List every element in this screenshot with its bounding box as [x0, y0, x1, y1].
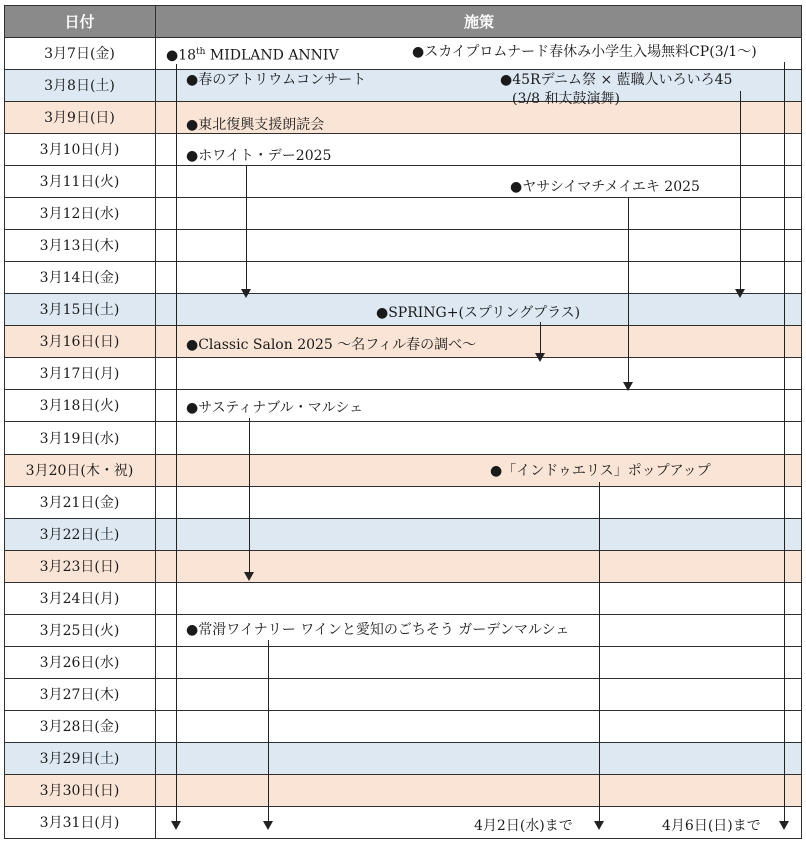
row-divider [4, 37, 802, 38]
date-cell: 3月14日(金) [39, 270, 120, 286]
event-yasashii-machi: ●ヤサシイマチメイエキ 2025 [510, 179, 700, 195]
event-white-day: ●ホワイト・デー2025 [186, 148, 332, 164]
row-divider [4, 389, 802, 390]
event-denim-festival: ●45Rデニム祭 × 藍職人いろいろ45 [500, 72, 733, 88]
row-divider [4, 261, 802, 262]
date-cell: 3月15日(土) [39, 302, 120, 318]
arrow-line-yasashii-machi [628, 197, 629, 383]
date-cell: 3月8日(土) [44, 78, 115, 94]
date-cell: 3月30日(日) [39, 783, 120, 799]
arrow-line-white-day [246, 166, 247, 290]
arrow-line-sky-promenade [784, 62, 785, 821]
date-cell: 3月21日(金) [39, 495, 120, 511]
arrow-line-denim-festival [740, 91, 741, 290]
arrow-head-sky-promenade-icon [779, 821, 789, 830]
event-atrium-concert: ●春のアトリウムコンサート [186, 72, 367, 88]
table-border-top [4, 5, 802, 6]
date-cell: 3月10日(月) [39, 142, 120, 158]
date-cell: 3月27日(木) [39, 687, 120, 703]
row-divider [4, 293, 802, 294]
row-divider [4, 614, 802, 615]
table-border-left [4, 5, 5, 839]
arrow-line-spring-plus [540, 322, 541, 354]
date-cell: 3月12日(水) [39, 206, 120, 222]
date-cell: 3月26日(水) [39, 655, 120, 671]
row-divider [4, 486, 802, 487]
row-divider [4, 742, 802, 743]
event-sustainable-marche: ●サスティナブル・マルシェ [186, 400, 364, 416]
event-indoeris-popup: ●「インドゥエリス」ポップアップ [490, 463, 711, 479]
date-cell: 3月20日(木・祝) [25, 463, 134, 479]
date-cell: 3月31日(月) [39, 815, 120, 831]
arrow-head-sustainable-marche-icon [244, 572, 254, 581]
row-divider [4, 582, 802, 583]
row-divider [4, 774, 802, 775]
date-cell: 3月22日(土) [39, 527, 120, 543]
date-cell: 3月28日(金) [39, 719, 120, 735]
row-divider [4, 518, 802, 519]
date-cell: 3月17日(月) [39, 366, 120, 382]
arrow-head-denim-festival-icon [735, 289, 745, 298]
row-divider [4, 710, 802, 711]
arrow-line-tokoname-winery [268, 640, 269, 821]
row-divider [4, 806, 802, 807]
date-cell: 3月24日(月) [39, 591, 120, 607]
date-cell: 3月25日(火) [39, 623, 120, 639]
row-divider [4, 838, 802, 839]
date-cell: 3月9日(日) [44, 110, 115, 126]
arrow-head-yasashii-machi-icon [623, 382, 633, 391]
row-divider [4, 69, 802, 70]
arrow-head-midland-icon [171, 821, 181, 830]
column-divider [155, 5, 156, 839]
date-cell: 3月19日(水) [39, 430, 120, 447]
event-classic-salon: ●Classic Salon 2025 〜名フィル春の調べ〜 [186, 337, 477, 353]
table-border-right [801, 5, 802, 839]
row-divider [4, 325, 802, 326]
date-cell: 3月29日(土) [39, 751, 120, 767]
date-cell: 3月11日(火) [39, 174, 120, 190]
row-divider [4, 646, 802, 647]
event-sky-promenade: ●スカイプロムナード春休み小学生入場無料CP(3/1〜) [412, 44, 757, 60]
row-divider [4, 454, 802, 455]
note-until-apr2: 4月2日(水)まで [474, 818, 573, 834]
row-divider [4, 229, 802, 230]
arrow-line-indoeris-popup [599, 482, 600, 821]
arrow-line-midland [176, 64, 177, 821]
date-cell: 3月13日(木) [39, 238, 120, 254]
row-divider [4, 197, 802, 198]
event-tohoku-reading: ●東北復興支援朗読会 [186, 117, 325, 133]
arrow-head-indoeris-popup-icon [594, 821, 604, 830]
date-cell: 3月18日(火) [39, 398, 120, 414]
arrow-head-spring-plus-icon [535, 353, 545, 362]
arrow-line-sustainable-marche [249, 418, 250, 573]
row-divider [4, 357, 802, 358]
row-divider [4, 550, 802, 551]
event-spring-plus: ●SPRING+(スプリングプラス) [376, 305, 581, 321]
date-cell: 3月16日(日) [39, 334, 120, 350]
date-cell: 3月23日(日) [39, 559, 120, 575]
arrow-head-tokoname-winery-icon [263, 821, 273, 830]
row-divider [4, 421, 802, 422]
arrow-head-white-day-icon [241, 289, 251, 298]
header-measures: 施策 [156, 5, 802, 37]
row-divider [4, 101, 802, 102]
note-until-apr6: 4月6日(日)まで [662, 818, 761, 834]
row-divider [4, 165, 802, 166]
date-cell: 3月7日(金) [44, 46, 115, 62]
row-divider [4, 678, 802, 679]
event-tokoname-winery: ●常滑ワイナリー ワインと愛知のごちそう ガーデンマルシェ [186, 622, 570, 638]
event-midland-anniv: ●18th MIDLAND ANNIV [166, 47, 339, 64]
header-date: 日付 [4, 5, 155, 37]
row-divider [4, 133, 802, 134]
event-denim-festival-sub: (3/8 和太鼓演舞) [512, 91, 620, 107]
